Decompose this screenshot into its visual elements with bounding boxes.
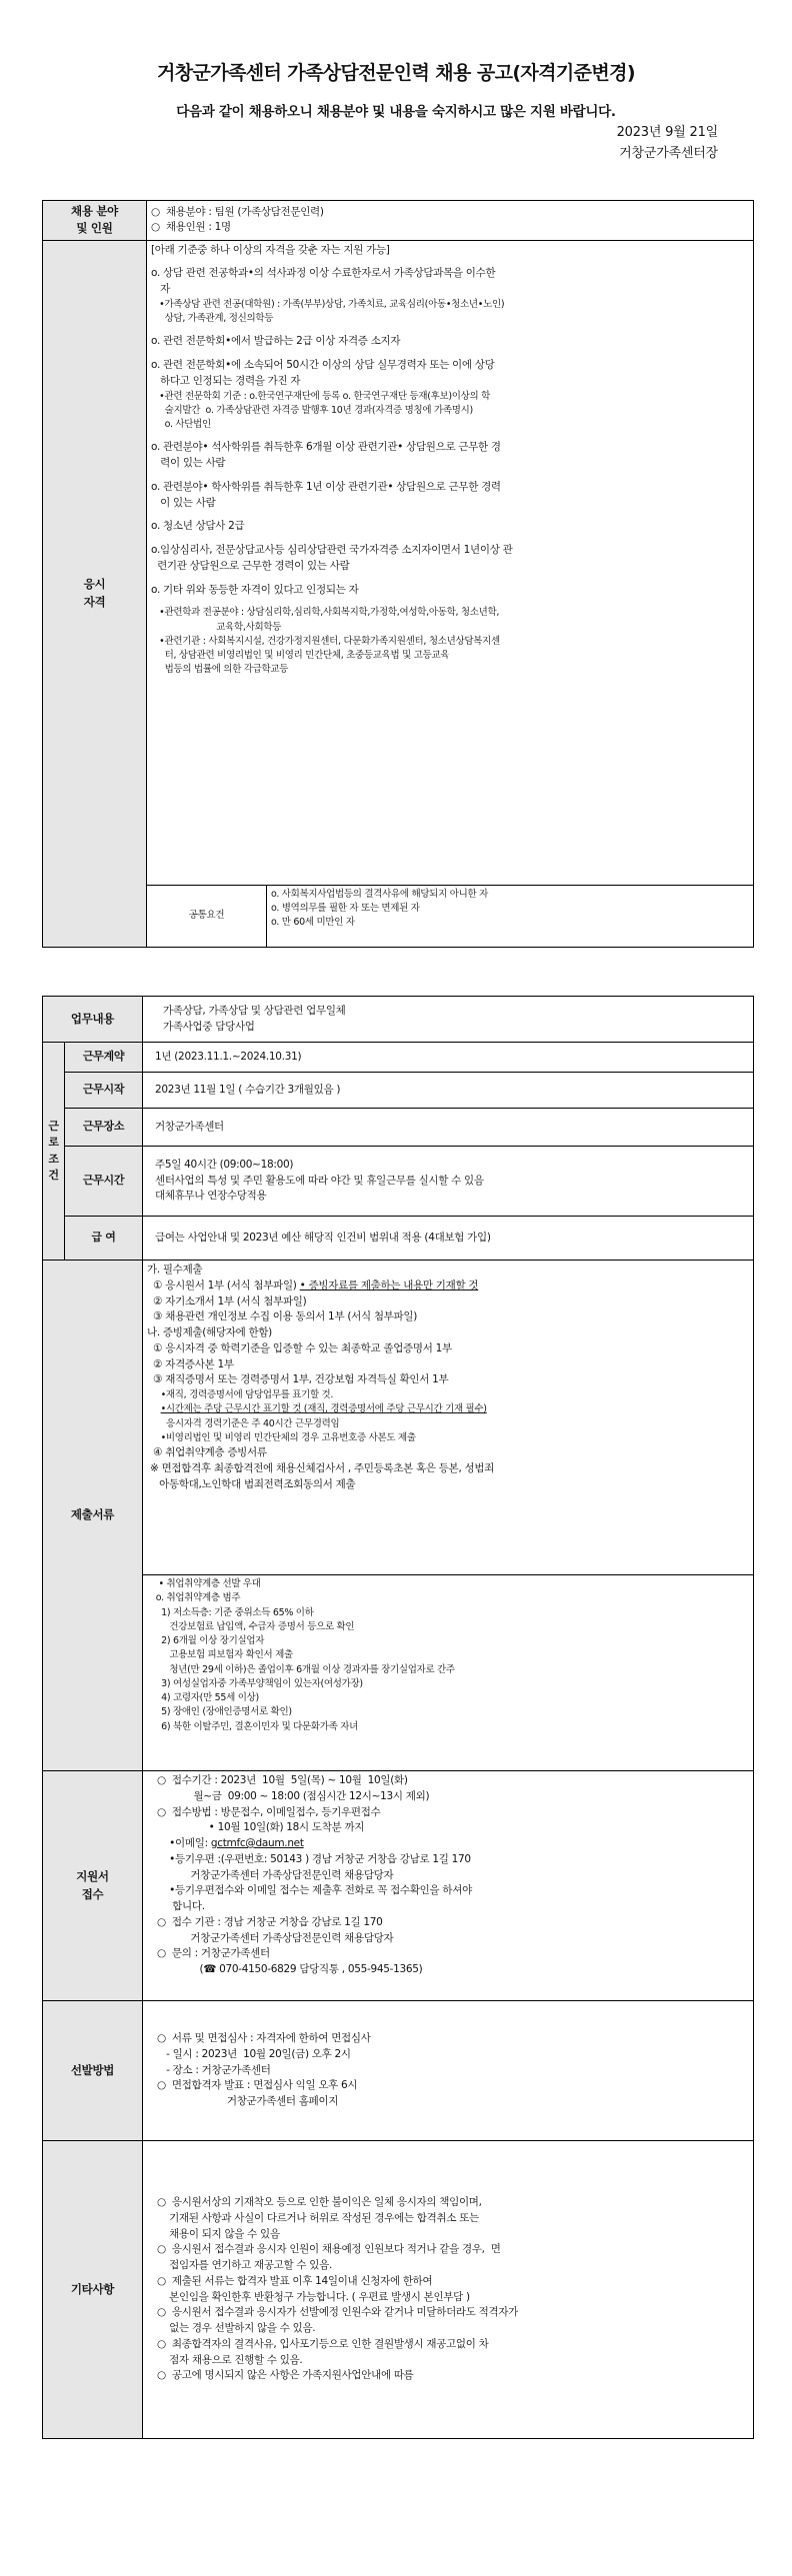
common-cell	[267, 885, 754, 947]
docs-line: ① 응시자격 중 학력기준을 입증할 수 있는 최종학교 졸업증명서 1부	[147, 1341, 452, 1354]
misc-line: ○ 응시원서 접수결과 응시자가 선발예정 인원수와 같거나 미달하더라도 적격자가	[157, 2306, 519, 2319]
apply-line: • 10월 10일(화) 18시 도착분 까지	[157, 1821, 365, 1834]
qual-line: •가족상담 관련 전공(대학원) : 가족(부부)상담, 가족치료, 교육심리(아동•청소년•노인)	[151, 298, 505, 310]
qual-line: o. 관련분야• 학사학위를 취득한후 1년 이상 관련기관• 상담원으로 근무한 경력	[151, 480, 501, 493]
field-head	[43, 201, 147, 241]
qual-line: o. 관련 전문학회•에 소속되어 50시간 이상의 상담 실무경력자 또는 이에 상당	[151, 359, 495, 371]
row-value: 급여는 사업안내 및 2023년 예산 해당직 인건비 범위내 적용 (4대보험 가입)	[143, 1217, 754, 1261]
misc-line: 접임자를 연기하고 재공고할 수 있음.	[157, 2259, 332, 2271]
docs-head: 제출서류	[43, 1261, 143, 1771]
apply-line: 거창군가족센터 가족상담전문인력 채용담당자	[157, 1868, 394, 1881]
row-head: 근무시간	[65, 1147, 143, 1217]
apply-head	[43, 1771, 143, 2001]
cond-head	[43, 1043, 65, 1261]
row-line: 주5일 40시간 (09:00~18:00)	[155, 1158, 294, 1171]
qual-line	[151, 472, 749, 480]
vuln-line: 고용보험 피보험자 확인서 제출	[153, 1649, 293, 1661]
qual-line: o. 관련분야• 석사학위를 취득한후 6개월 이상 관련기관• 상담원으로 근무한 경	[151, 441, 501, 454]
common-line: o. 만 60세 미만인 자	[271, 917, 355, 928]
apply-line: 거창군가족센터 가족상담전문인력 채용담당자	[157, 1931, 394, 1944]
qual-line: o. 청소년 상담사 2급	[151, 520, 245, 533]
docs-line: ③ 재직증명서 또는 경력증명서 1부, 건강보험 자격득실 확인서 1부	[147, 1373, 449, 1386]
announcement-date: 2023년 9월 21일	[616, 125, 718, 140]
page-title: 거창군가족센터 가족상담전문인력 채용 공고(자격기준변경)	[156, 62, 636, 84]
misc-line: 없는 경우 선발하지 않을 수 있음.	[157, 2322, 316, 2334]
docs-line: •비영리법인 및 비영리 민간단체의 경우 고유번호증 사본도 제출	[147, 1431, 416, 1443]
qual-line: o. 상담 관련 전공학과•의 석사과정 이상 수료한자로서 가족상담과목을 이수한	[151, 267, 496, 280]
issuer: 거창군가족센터장	[619, 146, 718, 161]
common-head: 공통요건	[147, 885, 267, 947]
vuln-line: 청년(만 29세 이하)은 졸업이후 6개월 이상 경과자를 장기실업자로 간주	[153, 1663, 455, 1675]
qual-line: 법등의 법률에 의한 각급학교등	[151, 664, 289, 676]
docs-line: •재직, 경력증명서에 담당업무를 표기할 것.	[147, 1389, 334, 1400]
field-head-text: 채용 분야 및 인원	[71, 204, 118, 236]
qual-line: •관련 전문학회 기준 : o.한국연구재단에 등록 o. 한국연구재단 등재(후보)이상의 학	[151, 390, 490, 402]
apply-line: ○ 접수 기관 : 경남 거창군 거창읍 강남로 1길 170	[157, 1915, 383, 1928]
docs-cell	[143, 1261, 754, 1575]
vuln-line: o. 취업취약계층 범주	[153, 1592, 241, 1604]
qual-lines	[151, 243, 749, 678]
docs-line: 아동학대,노인학대 범죄전력조회동의서 제출	[147, 1477, 356, 1490]
job-line: 가족사업중 담당사업	[163, 1020, 255, 1033]
select-line: - 장소 : 거창군가족센터	[157, 2063, 271, 2076]
select-line: ○ 면접합격자 발표 : 면접심사 익일 오후 6시	[157, 2079, 358, 2092]
qual-line: •관련기관 : 사회복지시설, 건강가정지원센터, 다문화가족지원센터, 청소년상담복지센	[151, 635, 500, 647]
qual-line: 이 있는 사람	[151, 496, 216, 509]
docs-line: ② 자격증사본 1부	[147, 1357, 234, 1370]
misc-line: ○ 공고에 명시되지 않은 사항은 가족지원사업안내에 따름	[157, 2369, 414, 2382]
qual-cell	[147, 240, 754, 885]
select-line: 거창군가족센터 홈페이지	[157, 2095, 339, 2108]
vuln-line: 6) 북한 이탈주민, 결혼이민자 및 다문화가족 자녀	[153, 1720, 359, 1732]
qual-head	[43, 240, 147, 947]
cond-head-text: 근 로 조 건	[48, 1119, 59, 1182]
email-link[interactable]: gctmfc@daum.net	[210, 1837, 304, 1849]
apply-head-text: 지원서 접수	[76, 1869, 109, 1901]
vuln-lines	[153, 1577, 749, 1734]
apply-line: ○ 접수기간 : 2023년 10월 5일(목) ~ 10월 10일(화)	[157, 1774, 408, 1786]
common-line: o. 사회복지사업법등의 결격사유에 해당되지 아니한 자	[271, 888, 488, 900]
vuln-cell	[143, 1575, 754, 1771]
apply-lines	[157, 1773, 749, 1978]
misc-cell	[143, 2141, 754, 2439]
emphasis: •시간제는 주당 근무시간 표기할 것 (재직, 경력증명서에 주당 근무시간 기재 필수)	[160, 1403, 487, 1415]
docs-line: ③ 채용관련 개인정보 수집 이용 동의서 1부 (서식 첨부파일)	[147, 1310, 418, 1323]
misc-line: ○ 응시원서 접수결과 응시자 인원이 채용예정 인원보다 적거나 같을 경우, 면	[157, 2243, 501, 2256]
row-value	[143, 1147, 754, 1217]
vuln-line: 1) 저소득층: 기준 중위소득 65% 이하	[153, 1606, 314, 1618]
apply-line: 합니다.	[157, 1900, 205, 1912]
apply-line: (☎ 070-4150-6829 담당직통 , 055-945-1365)	[157, 1963, 423, 1975]
select-line: ○ 서류 및 면접심사 : 자격자에 한하여 면접심사	[157, 2032, 371, 2045]
qualification-table	[42, 200, 754, 948]
vuln-line: 4) 고령자(만 55세 이상)	[153, 1692, 259, 1703]
qual-line: o.임상심리사, 전문상담교사등 심리상담관련 국가자격증 소지자이면서 1년이상 관	[151, 544, 513, 556]
apply-cell	[143, 1771, 754, 2001]
misc-line: 기재된 사항과 사실이 다르거나 허위로 작성된 경우에는 합격취소 또는	[157, 2211, 479, 2224]
row-line: 대체휴무나 연장수당적용	[155, 1190, 267, 1203]
qual-line	[151, 258, 749, 266]
qual-line: o. 관련 전문학회•에서 발급하는 2급 이상 자격증 소지자	[151, 335, 401, 348]
common-lines	[271, 888, 749, 931]
qual-line: 교육학,사회학등	[151, 621, 282, 633]
vuln-line: 2) 6개월 이상 장기실업자	[153, 1635, 265, 1646]
misc-line: 채용이 되지 않을 수 있음	[157, 2227, 280, 2240]
docs-line: ※ 면접합격후 최종합격전에 채용신체검사서 , 주민등록초본 혹은 등본, 성범죄	[147, 1461, 495, 1474]
docs-line: 응시자격 경력기준은 주 40시간 근무경력임	[147, 1417, 340, 1429]
qual-head-text: 응시 자격	[83, 577, 106, 609]
select-cell	[143, 2001, 754, 2141]
qual-line	[151, 535, 749, 543]
vuln-line: 건강보험료 납입액, 수급자 증명서 등으로 확인	[153, 1620, 355, 1632]
apply-line: 월~금 09:00 ~ 18:00 (점심시간 12시~13시 제외)	[157, 1789, 430, 1802]
qual-line	[151, 432, 749, 440]
docs-line: 가. 필수제출	[147, 1264, 203, 1276]
qual-line: •관련학과 전공분야 : 상담심리학,심리학,사회복지학,가정학,여성학,아동학, 청소년학,	[151, 607, 500, 619]
qual-line	[151, 598, 749, 606]
conditions-table	[42, 996, 754, 2439]
select-line: - 일시 : 2023년 10월 20일(금) 오후 2시	[157, 2047, 351, 2060]
select-head: 선발방법	[43, 2001, 143, 2141]
intro-text: 다음과 같이 채용하오니 채용분야 및 내용을 숙지하시고 많은 지원 바랍니다.	[176, 104, 616, 120]
field-line: ○ 채용인원 : 1명	[151, 221, 231, 234]
apply-line: •이메일: gctmfc@daum.net	[157, 1837, 304, 1849]
row-head: 근무장소	[65, 1109, 143, 1147]
field-line: ○ 채용분야 : 팀원 (가족상담전문인력)	[151, 205, 324, 218]
select-lines	[157, 2031, 749, 2110]
row-head: 근무계약	[65, 1043, 143, 1073]
misc-line: ○ 최종합격자의 결격사유, 입사포기등으로 인한 결원발생시 재공고없이 차	[157, 2337, 489, 2350]
qual-line	[151, 575, 749, 583]
job-cell	[143, 997, 754, 1043]
qual-line: [아래 기준중 하나 이상의 자격을 갖춘 자는 지원 가능]	[151, 243, 390, 256]
apply-line: •등기우편 :(우편번호: 50143 ) 경남 거창군 거창읍 강남로 1길 170	[157, 1852, 471, 1865]
qual-line: 자	[151, 283, 170, 295]
job-line: 가족상담, 가족상담 및 상담관련 업무일체	[163, 1004, 346, 1017]
misc-head: 기타사항	[43, 2141, 143, 2439]
docs-line: ② 자기소개서 1부 (서식 첨부파일)	[147, 1294, 307, 1307]
vuln-line: • 취업취약계층 선발 우대	[153, 1578, 261, 1589]
row-value: 거창군가족센터	[143, 1109, 754, 1147]
qual-line: 하다고 인정되는 경력을 가진 자	[151, 374, 301, 387]
docs-line: ① 응시원서 1부 (서식 첨부파일) • 증빙자료를 제출하는 내용만 기재할 것	[147, 1279, 479, 1291]
docs-lines	[147, 1263, 749, 1492]
row-value: 2023년 11월 1일 ( 수습기간 3개월있음 )	[143, 1073, 754, 1109]
field-cell	[147, 201, 754, 241]
qual-line	[151, 511, 749, 519]
apply-line: •등기우편접수와 이메일 접수는 제출후 전화로 꼭 접수확인을 하셔야	[157, 1884, 472, 1897]
apply-line: ○ 문의 : 거창군가족센터	[157, 1947, 270, 1960]
qual-line: 력이 있는 사람	[151, 457, 226, 469]
job-head: 업무내용	[43, 997, 143, 1043]
misc-line: ○ 응시원서상의 기재착오 등으로 인한 불이익은 일체 응시자의 책임이며,	[157, 2196, 482, 2208]
common-line: o. 병역의무를 필한 자 또는 면제된 자	[271, 902, 420, 914]
qual-line: o. 기타 위와 동등한 자격이 있다고 인정되는 자	[151, 583, 359, 596]
qual-line: o. 사단법인	[151, 419, 211, 430]
row-line: 센터사업의 특성 및 주민 활용도에 따라 야간 및 휴일근무를 실시할 수 있음	[155, 1174, 484, 1187]
row-head: 급 여	[65, 1217, 143, 1261]
emphasis: • 증빙자료를 제출하는 내용만 기재할 것	[299, 1279, 479, 1291]
qual-line	[151, 350, 749, 358]
qual-line: 상담, 가족관계, 정신의학등	[151, 313, 274, 324]
qual-line: 련기관 상담원으로 근무한 경력이 있는 사람	[151, 559, 350, 572]
vuln-line: 3) 여성실업자중 가족부양책임이 있는자(여성가장)	[153, 1677, 363, 1689]
qual-line: 터, 상담관련 비영리법인 및 비영리 민간단체, 초중등교육법 및 고등교육	[151, 650, 450, 661]
docs-line	[147, 1402, 749, 1416]
qual-line: 술지발간 o. 가족상담관련 자격증 발행후 10년 경과(자격증 명칭에 가족명시)	[151, 404, 473, 416]
misc-line: ○ 제출된 서류는 합격자 발표 이후 14일이내 신청자에 한하여	[157, 2274, 433, 2287]
row-value: 1년 (2023.11.1.~2024.10.31)	[143, 1043, 754, 1073]
qual-line	[151, 326, 749, 334]
misc-line: 본인임을 확인한후 반환청구 가능합니다. ( 우편료 발생시 본인부담 )	[157, 2290, 470, 2303]
misc-lines	[157, 2195, 749, 2384]
misc-line: 점자 채용으로 진행할 수 있음.	[157, 2353, 303, 2366]
docs-line: ④ 취업취약계층 증빙서류	[147, 1446, 267, 1458]
docs-line: 나. 증빙제출(해당자에 한함)	[147, 1326, 272, 1338]
apply-line: ○ 접수방법 : 방문접수, 이메일접수, 등기우편접수	[157, 1805, 381, 1818]
row-head: 근무시작	[65, 1073, 143, 1109]
vuln-line: 5) 장애인 (장애인증명서로 확인)	[153, 1706, 292, 1718]
